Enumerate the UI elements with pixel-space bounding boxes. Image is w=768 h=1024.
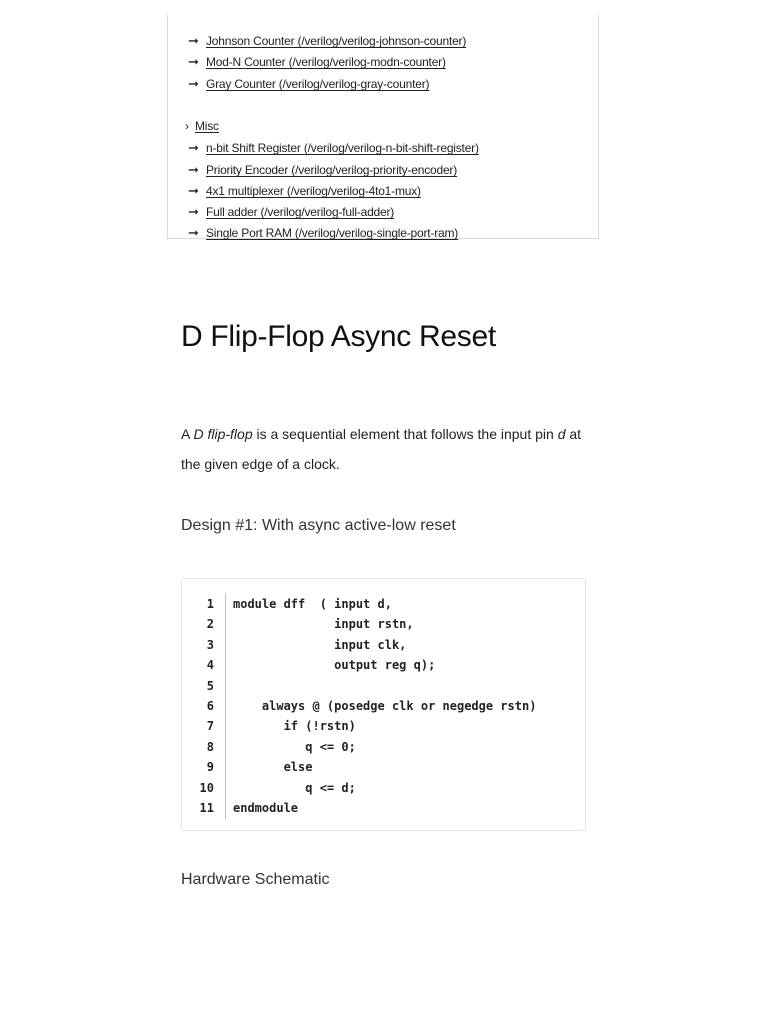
code-text: always @ (posedge clk or negedge rstn) [233,699,537,713]
line-number: 1 [206,597,214,611]
code-line [182,719,585,739]
toc-link[interactable]: Johnson Counter (/verilog/verilog-johnson-counter) [206,34,467,48]
toc-section-link[interactable]: Misc [195,119,219,133]
code-text: if (!rstn) [233,719,356,734]
toc-item [188,183,421,199]
code-line [182,801,585,821]
toc-link[interactable]: n-bit Shift Register (/verilog/verilog-n-bit-shift-register) [206,141,479,155]
code-line [182,699,585,719]
line-number: 7 [206,719,214,734]
code-line [182,638,585,658]
chevron-right-icon: › [185,119,189,133]
code-line [182,658,585,678]
code-text: input clk, [233,637,407,652]
arrow-right-icon: ➞ [188,183,199,198]
code-text: output reg q); [233,658,436,673]
code-line [182,679,585,699]
intro-text-3: at the given edge of a clock. [181,426,582,472]
code-line [182,597,585,617]
arrow-right-icon: ➞ [188,33,199,48]
toc-item [188,162,457,178]
intro-text-1: A [181,426,194,442]
toc-item [188,33,466,49]
intro-em-2: d [557,426,566,442]
toc-link[interactable]: Single Port RAM (/verilog/verilog-single-port-ram) [206,226,459,240]
page-title: D Flip-Flop Async Reset [181,320,496,353]
toc-link[interactable]: Priority Encoder (/verilog/verilog-priority-encoder) [206,163,458,177]
arrow-right-icon: ➞ [188,54,199,69]
intro-em-1: D flip-flop [193,426,253,442]
code-text: q <= d; [233,780,356,795]
toc-link[interactable]: Gray Counter (/verilog/verilog-gray-counter) [206,77,430,91]
code-text: else [233,760,313,775]
code-text: input rstn, [233,617,414,632]
line-number: 9 [206,760,214,775]
code-line [182,617,585,637]
arrow-right-icon: ➞ [188,225,199,240]
intro-text-2: is a sequential element that follows the input pin [252,426,558,442]
code-line [182,760,585,780]
code-text: module dff ( input d, [233,597,392,611]
toc-item [188,76,429,92]
arrow-right-icon: ➞ [188,162,199,177]
toc-link[interactable]: Full adder (/verilog/verilog-full-adder) [206,205,395,219]
toc-link[interactable]: Mod-N Counter (/verilog/verilog-modn-counter) [206,55,446,69]
line-number: 10 [199,780,214,795]
toc-section [185,118,219,134]
line-number: 3 [206,637,214,652]
line-number: 4 [206,658,214,673]
table-of-contents [167,15,599,239]
line-number: 2 [206,617,214,632]
arrow-right-icon: ➞ [188,76,199,91]
code-block[interactable] [181,578,586,831]
schematic-heading: Hardware Schematic [181,871,330,888]
line-number: 11 [199,801,214,815]
toc-item [188,204,394,220]
line-number: 8 [206,739,214,754]
arrow-right-icon: ➞ [188,204,199,219]
code-text: q <= 0; [233,739,356,754]
toc-item [188,54,446,70]
design-heading: Design #1: With async active-low reset [181,517,456,534]
code-line [182,781,585,801]
line-number: 6 [206,699,214,713]
intro-paragraph [181,419,591,479]
code-text: endmodule [233,801,299,815]
toc-item [188,225,458,241]
toc-item [188,140,479,156]
arrow-right-icon: ➞ [188,140,199,155]
line-number: 5 [206,678,214,693]
toc-link[interactable]: 4x1 multiplexer (/verilog/verilog-4to1-mux) [206,184,421,198]
code-line [182,740,585,760]
